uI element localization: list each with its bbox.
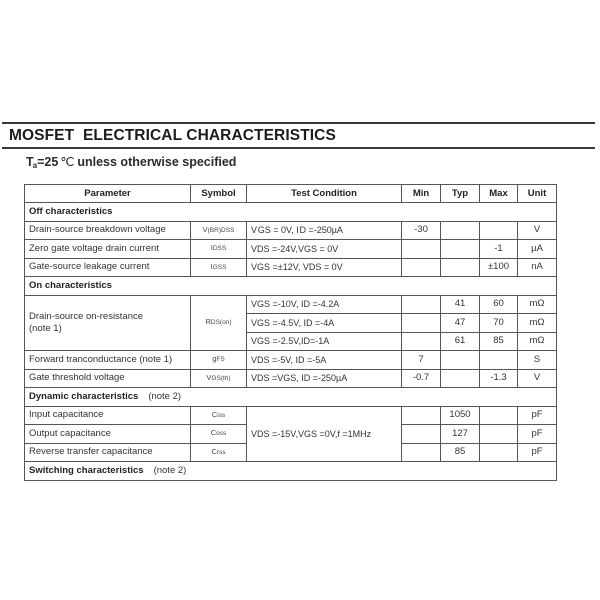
min-cell: -30 <box>402 221 441 240</box>
header-typ: Typ <box>441 185 480 203</box>
parameter-cell: Forward tranconductance (note 1) <box>25 351 191 370</box>
max-cell <box>480 351 518 370</box>
table-row <box>25 351 557 370</box>
typ-cell <box>441 221 480 240</box>
parameter-cell: Drain-source breakdown voltage <box>25 221 191 240</box>
section-note: (note 2) <box>148 390 182 402</box>
condition-cell: VDS =-24V,VGS = 0V <box>247 240 402 259</box>
section-title: Dynamic characteristics <box>29 390 139 402</box>
table-row <box>25 406 557 425</box>
symbol-sub: GSS <box>212 263 227 271</box>
test-condition-note <box>26 154 236 170</box>
symbol-cell <box>191 295 247 351</box>
typ-cell: 41 <box>441 295 480 314</box>
symbol-sub: iss <box>217 411 226 419</box>
parameter-cell: Output capacitance <box>25 425 191 444</box>
typ-cell: 61 <box>441 332 480 351</box>
table-row <box>25 240 557 259</box>
parameter-cell: Gate-source leakage current <box>25 258 191 277</box>
parameter-line-2: (note 1) <box>29 322 62 334</box>
min-cell <box>402 240 441 259</box>
typ-cell: 127 <box>441 425 480 444</box>
condition-cell: V GS = 0V, I D =-250µA <box>247 221 402 240</box>
unit-cell: nA <box>518 258 557 277</box>
typ-cell: 47 <box>441 314 480 333</box>
unit-cell: V <box>518 221 557 240</box>
max-cell: -1 <box>480 240 518 259</box>
symbol-cell <box>191 258 247 277</box>
section-label: On characteristics <box>25 277 557 296</box>
symbol-sub: rss <box>216 448 226 456</box>
unit-cell: V <box>518 369 557 388</box>
unit-cell: pF <box>518 443 557 462</box>
section-row-on <box>25 277 557 296</box>
parameter-line-1: Drain-source on-resistance <box>29 310 144 322</box>
max-cell: 70 <box>480 314 518 333</box>
temp-symbol: T <box>26 155 34 169</box>
min-cell <box>402 258 441 277</box>
unit-cell: µA <box>518 240 557 259</box>
min-cell <box>402 295 441 314</box>
typ-cell: 1050 <box>441 406 480 425</box>
max-cell <box>480 443 518 462</box>
max-cell: -1.3 <box>480 369 518 388</box>
symbol-main: R <box>205 317 211 327</box>
min-cell <box>402 314 441 333</box>
bottom-rule <box>2 147 595 149</box>
unit-cell: pF <box>518 406 557 425</box>
header-parameter: Parameter <box>25 185 191 203</box>
max-cell: 85 <box>480 332 518 351</box>
top-rule <box>2 122 595 124</box>
header-symbol: Symbol <box>191 185 247 203</box>
condition-cell: VGS =-4.5V, ID =-4A <box>247 314 402 333</box>
symbol-cell <box>191 443 247 462</box>
symbol-cell <box>191 369 247 388</box>
section-title: MOSFET ELECTRICAL CHARACTERISTICS <box>9 127 336 144</box>
min-cell <box>402 425 441 444</box>
parameter-cell <box>25 295 191 351</box>
symbol-cell <box>191 406 247 425</box>
condition-cell: VGS =-10V, ID =-4.2A <box>247 295 402 314</box>
unit-cell: mΩ <box>518 314 557 333</box>
symbol-sub: FS <box>216 356 225 364</box>
symbol-sub: oss <box>216 430 227 438</box>
typ-cell <box>441 369 480 388</box>
symbol-main: C <box>211 409 218 419</box>
condition-cell: VDS =-15V,VGS =0V,f =1MHz <box>247 406 402 462</box>
temp-value: =25 <box>37 155 59 169</box>
parameter-cell: Zero gate voltage drain current <box>25 240 191 259</box>
symbol-sub: DS(on) <box>210 319 232 327</box>
parameter-cell: Input capacitance <box>25 406 191 425</box>
table-row <box>25 369 557 388</box>
min-cell <box>402 443 441 462</box>
max-cell <box>480 425 518 444</box>
symbol-cell <box>191 351 247 370</box>
unit-cell: pF <box>518 425 557 444</box>
min-cell <box>402 406 441 425</box>
typ-cell <box>441 240 480 259</box>
max-cell <box>480 221 518 240</box>
table-row <box>25 258 557 277</box>
typ-cell <box>441 351 480 370</box>
symbol-sub: (BR)DSS <box>207 226 235 234</box>
condition-text: unless otherwise specified <box>77 155 237 169</box>
parameter-cell: Gate threshold voltage <box>25 369 191 388</box>
section-label <box>25 462 557 481</box>
symbol-main: I <box>210 261 213 271</box>
header-test-condition: Test Condition <box>247 185 402 203</box>
unit-cell: S <box>518 351 557 370</box>
max-cell: 60 <box>480 295 518 314</box>
min-cell <box>402 332 441 351</box>
max-cell: ±100 <box>480 258 518 277</box>
condition-cell: VDS =-5V, ID =-5A <box>247 351 402 370</box>
typ-cell <box>441 258 480 277</box>
symbol-main: g <box>212 354 217 364</box>
table-row <box>25 295 557 314</box>
symbol-cell <box>191 221 247 240</box>
header-min: Min <box>402 185 441 203</box>
symbol-main: V <box>206 372 212 382</box>
symbol-cell <box>191 240 247 259</box>
symbol-cell <box>191 425 247 444</box>
symbol-main: I <box>210 243 213 253</box>
unit-cell: mΩ <box>518 295 557 314</box>
section-label <box>25 388 557 407</box>
electrical-characteristics-table <box>24 184 557 481</box>
header-unit: Unit <box>518 185 557 203</box>
symbol-main: C <box>210 428 217 438</box>
degree-celsius: ℃ <box>60 155 75 169</box>
symbol-main: V <box>202 224 208 234</box>
section-row-switching <box>25 462 557 481</box>
min-cell: -0.7 <box>402 369 441 388</box>
section-row-off <box>25 203 557 222</box>
section-row-dynamic <box>25 388 557 407</box>
header-row <box>25 185 557 203</box>
temp-subscript: a <box>32 161 38 170</box>
condition-cell: VGS =-2.5V,ID=-1A <box>247 332 402 351</box>
condition-cell: VDS =VGS, ID =-250µA <box>247 369 402 388</box>
header-max: Max <box>480 185 518 203</box>
condition-cell: VGS =±12V, VDS = 0V <box>247 258 402 277</box>
section-label: Off characteristics <box>25 203 557 222</box>
parameter-cell: Reverse transfer capacitance <box>25 443 191 462</box>
symbol-main: C <box>211 446 217 456</box>
max-cell <box>480 406 518 425</box>
unit-cell: mΩ <box>518 332 557 351</box>
section-note: (note 2) <box>153 464 187 476</box>
typ-cell: 85 <box>441 443 480 462</box>
min-cell: 7 <box>402 351 441 370</box>
table-row <box>25 221 557 240</box>
symbol-sub: DSS <box>212 245 227 253</box>
section-title: Switching characteristics <box>29 464 144 476</box>
symbol-sub: GS(th) <box>211 374 231 382</box>
